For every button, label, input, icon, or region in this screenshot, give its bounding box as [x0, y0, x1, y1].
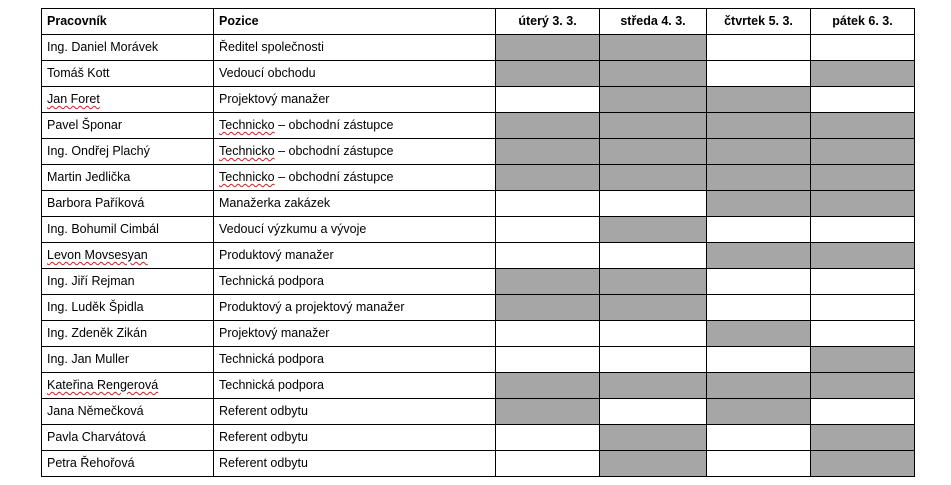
day-cell-2 — [600, 61, 707, 87]
employee-name: Barbora Paříková — [47, 196, 145, 210]
employee-name: Jana Němečková — [47, 404, 144, 418]
position-cell — [214, 113, 496, 139]
employee-name-cell — [42, 217, 214, 243]
employee-name-cell — [42, 87, 214, 113]
employee-name-cell — [42, 373, 214, 399]
table-row — [42, 139, 915, 165]
employee-name: Levon Movsesyan — [47, 248, 148, 262]
day-cell-3 — [707, 191, 811, 217]
day-cell-2 — [600, 35, 707, 61]
day-cell-4 — [811, 373, 915, 399]
employee-name: Pavel Šponar — [47, 118, 123, 132]
position-text: Ředitel společnosti — [219, 40, 324, 54]
day-cell-4 — [811, 113, 915, 139]
day-cell-4 — [811, 451, 915, 477]
position-text: Produktový manažer — [219, 248, 334, 262]
employee-name: Ing. Ondřej Plachý — [47, 144, 150, 158]
table-row — [42, 35, 915, 61]
position-text: Technická podpora — [219, 378, 324, 392]
position-cell — [214, 399, 496, 425]
position-cell — [214, 347, 496, 373]
day-cell-3 — [707, 425, 811, 451]
day-cell-2 — [600, 321, 707, 347]
employee-name: Ing. Daniel Morávek — [47, 40, 159, 54]
schedule-table — [41, 8, 915, 477]
table-row — [42, 243, 915, 269]
day-cell-1 — [496, 165, 600, 191]
day-cell-2 — [600, 165, 707, 191]
day-cell-1 — [496, 35, 600, 61]
position-text: Technická podpora — [219, 274, 324, 288]
table-row — [42, 113, 915, 139]
day-cell-4 — [811, 321, 915, 347]
position-text: Vedoucí výzkumu a vývoje — [219, 222, 367, 236]
day-cell-4 — [811, 61, 915, 87]
day-cell-4 — [811, 139, 915, 165]
position-cell — [214, 373, 496, 399]
day-cell-4 — [811, 347, 915, 373]
employee-name-cell — [42, 113, 214, 139]
day-cell-3 — [707, 217, 811, 243]
day-cell-2 — [600, 269, 707, 295]
employee-name-cell — [42, 243, 214, 269]
day-cell-3 — [707, 399, 811, 425]
table-row — [42, 451, 915, 477]
day-cell-4 — [811, 165, 915, 191]
day-cell-2 — [600, 243, 707, 269]
day-cell-4 — [811, 191, 915, 217]
position-text: Projektový manažer — [219, 92, 330, 106]
employee-name-cell — [42, 347, 214, 373]
spellcheck-word: Technicko — [219, 170, 275, 184]
day-cell-2 — [600, 425, 707, 451]
employee-name-cell — [42, 295, 214, 321]
position-text: Vedoucí obchodu — [219, 66, 316, 80]
position-text: Technicko – obchodní zástupce — [219, 170, 394, 184]
spellcheck-word: Technicko — [219, 144, 275, 158]
day-cell-3 — [707, 165, 811, 191]
day-cell-2 — [600, 399, 707, 425]
position-text: Manažerka zakázek — [219, 196, 331, 210]
employee-name: Tomáš Kott — [47, 66, 110, 80]
table-row — [42, 295, 915, 321]
day-cell-4 — [811, 295, 915, 321]
day-cell-1 — [496, 399, 600, 425]
day-cell-3 — [707, 35, 811, 61]
day-cell-1 — [496, 61, 600, 87]
position-cell — [214, 243, 496, 269]
employee-name-cell — [42, 35, 214, 61]
day-cell-3 — [707, 295, 811, 321]
employee-name: Ing. Luděk Špidla — [47, 300, 144, 314]
position-text: Produktový a projektový manažer — [219, 300, 405, 314]
day-cell-4 — [811, 217, 915, 243]
day-cell-2 — [600, 191, 707, 217]
employee-name: Martin Jedlička — [47, 170, 131, 184]
table-row — [42, 61, 915, 87]
table-row — [42, 87, 915, 113]
table-row — [42, 191, 915, 217]
position-cell — [214, 425, 496, 451]
day-cell-2 — [600, 217, 707, 243]
day-cell-3 — [707, 243, 811, 269]
day-cell-1 — [496, 191, 600, 217]
position-text: Technicko – obchodní zástupce — [219, 118, 394, 132]
position-cell — [214, 451, 496, 477]
day-cell-2 — [600, 451, 707, 477]
day-cell-1 — [496, 425, 600, 451]
table-row — [42, 425, 915, 451]
employee-name-cell — [42, 269, 214, 295]
header-day-2: středa 4. 3. — [600, 9, 707, 35]
day-cell-1 — [496, 321, 600, 347]
position-cell — [214, 191, 496, 217]
schedule-body — [42, 35, 915, 477]
day-cell-3 — [707, 451, 811, 477]
position-cell — [214, 35, 496, 61]
day-cell-1 — [496, 373, 600, 399]
day-cell-1 — [496, 139, 600, 165]
employee-name: Petra Řehořová — [47, 456, 135, 470]
employee-name: Ing. Jiří Rejman — [47, 274, 135, 288]
employee-name-cell — [42, 191, 214, 217]
position-cell — [214, 269, 496, 295]
day-cell-1 — [496, 87, 600, 113]
day-cell-4 — [811, 87, 915, 113]
header-row — [42, 9, 915, 35]
table-row — [42, 399, 915, 425]
employee-name-cell — [42, 451, 214, 477]
day-cell-3 — [707, 347, 811, 373]
table-row — [42, 373, 915, 399]
day-cell-1 — [496, 451, 600, 477]
day-cell-1 — [496, 243, 600, 269]
day-cell-2 — [600, 295, 707, 321]
day-cell-1 — [496, 217, 600, 243]
day-cell-4 — [811, 269, 915, 295]
employee-name-cell — [42, 139, 214, 165]
position-cell — [214, 321, 496, 347]
employee-name-cell — [42, 165, 214, 191]
day-cell-4 — [811, 425, 915, 451]
day-cell-2 — [600, 347, 707, 373]
position-text: Technická podpora — [219, 352, 324, 366]
position-cell — [214, 165, 496, 191]
position-cell — [214, 217, 496, 243]
position-cell — [214, 87, 496, 113]
position-cell — [214, 61, 496, 87]
day-cell-1 — [496, 269, 600, 295]
day-cell-3 — [707, 87, 811, 113]
table-row — [42, 165, 915, 191]
employee-name: Pavla Charvátová — [47, 430, 146, 444]
table-row — [42, 217, 915, 243]
table-row — [42, 321, 915, 347]
day-cell-4 — [811, 399, 915, 425]
table-row — [42, 347, 915, 373]
position-text: Technicko – obchodní zástupce — [219, 144, 394, 158]
day-cell-4 — [811, 243, 915, 269]
employee-name-cell — [42, 425, 214, 451]
day-cell-3 — [707, 321, 811, 347]
header-day-4: pátek 6. 3. — [811, 9, 915, 35]
employee-name-cell — [42, 321, 214, 347]
day-cell-1 — [496, 113, 600, 139]
header-position: Pozice — [214, 9, 496, 35]
position-text: Referent odbytu — [219, 430, 308, 444]
day-cell-2 — [600, 373, 707, 399]
header-day-3: čtvrtek 5. 3. — [707, 9, 811, 35]
position-cell — [214, 295, 496, 321]
day-cell-3 — [707, 113, 811, 139]
header-day-1: úterý 3. 3. — [496, 9, 600, 35]
position-cell — [214, 139, 496, 165]
spellcheck-word: Technicko — [219, 118, 275, 132]
employee-name: Kateřina Rengerová — [47, 378, 159, 392]
day-cell-1 — [496, 347, 600, 373]
day-cell-1 — [496, 295, 600, 321]
employee-name: Ing. Bohumil Cimbál — [47, 222, 159, 236]
day-cell-2 — [600, 139, 707, 165]
day-cell-3 — [707, 373, 811, 399]
employee-name-cell — [42, 399, 214, 425]
position-text: Referent odbytu — [219, 404, 308, 418]
header-employee: Pracovník — [42, 9, 214, 35]
employee-name: Ing. Zdeněk Zikán — [47, 326, 148, 340]
day-cell-3 — [707, 61, 811, 87]
day-cell-2 — [600, 113, 707, 139]
day-cell-4 — [811, 35, 915, 61]
day-cell-3 — [707, 269, 811, 295]
employee-name: Jan Foret — [47, 92, 100, 106]
employee-name-cell — [42, 61, 214, 87]
employee-name: Ing. Jan Muller — [47, 352, 129, 366]
day-cell-2 — [600, 87, 707, 113]
table-row — [42, 269, 915, 295]
position-text: Referent odbytu — [219, 456, 308, 470]
day-cell-3 — [707, 139, 811, 165]
position-text: Projektový manažer — [219, 326, 330, 340]
